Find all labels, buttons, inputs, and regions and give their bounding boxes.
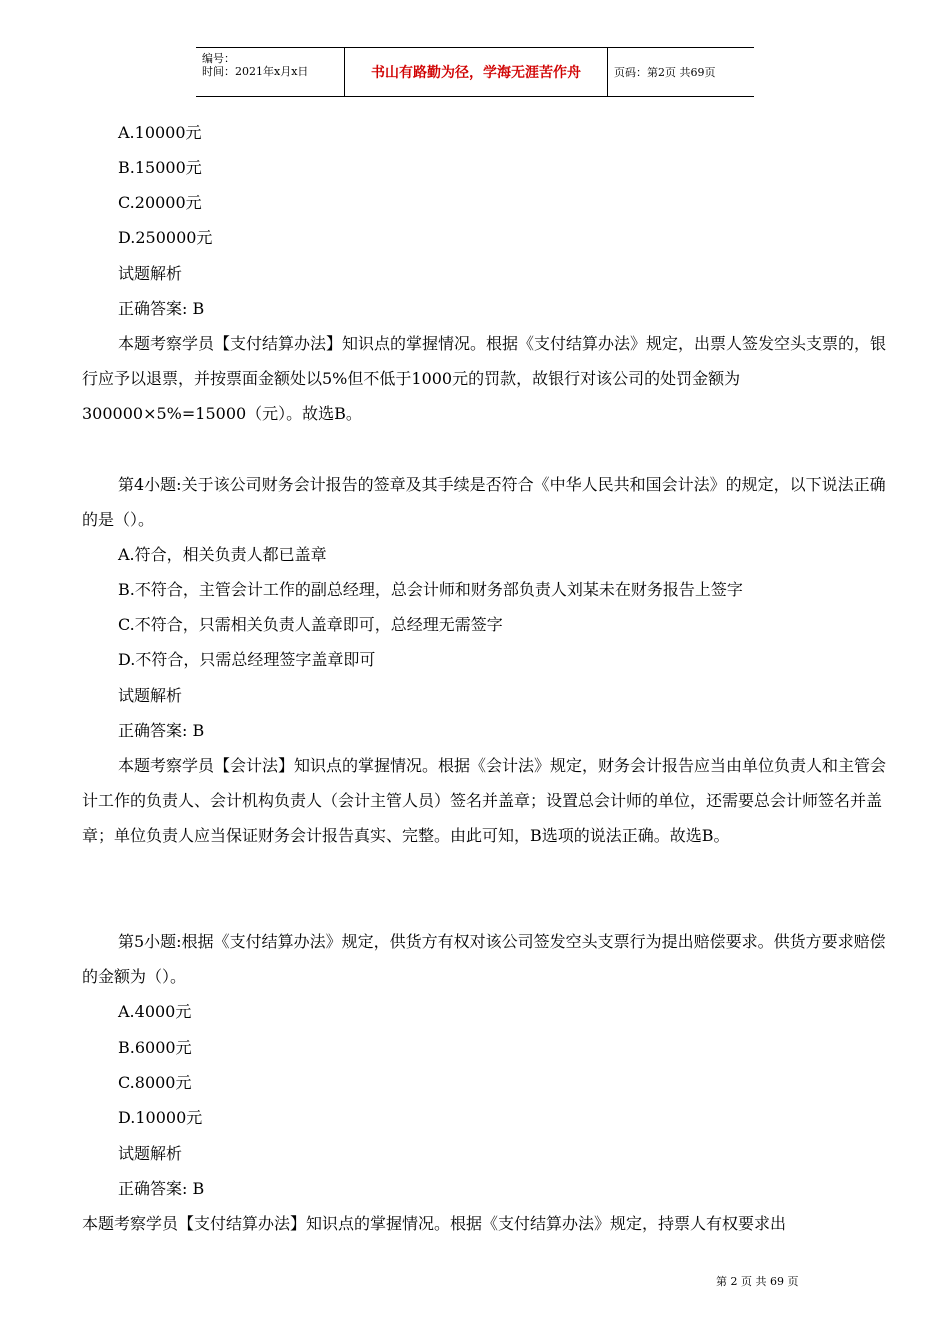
q5-option-d: D.10000元 [118, 1108, 203, 1127]
q5-analysis-title: 试题解析 [118, 1144, 183, 1163]
q4-explanation: 本题考察学员【会计法】知识点的掌握情况。根据《会计法》规定，财务会计报告应当由单位负责人和主管会计工作的负责人、会计机构负责人（会计主管人员）签名并盖章；设置总会计师的单位，还需要总会计师签名并盖章；单位负责人应当保证财务会计报告真实、完整。由此可知，B选项的说法正确。故选B。 [82, 756, 887, 845]
q4-option-c: C.不符合，只需相关负责人盖章即可，总经理无需签字 [118, 615, 503, 634]
header-number-label: 编号： [202, 52, 235, 65]
q5-question: 第5小题:根据《支付结算办法》规定，供货方有权对该公司签发空头支票行为提出赔偿要求。供货方要求赔偿的金额为（）。 [82, 932, 886, 986]
q5-option-b: B.6000元 [118, 1038, 192, 1057]
header-date: 时间：2021年x月x日 [202, 65, 309, 78]
q3-analysis-title: 试题解析 [118, 264, 183, 283]
q3-answer: 正确答案: B [118, 299, 205, 318]
q4-analysis-title: 试题解析 [118, 686, 183, 705]
q3-option-a: A.10000元 [118, 123, 202, 142]
header-motto: 书山有路勤为径，学海无涯苦作舟 [345, 48, 608, 96]
q4-option-b: B.不符合，主管会计工作的副总经理，总会计师和财务部负责人刘某未在财务报告上签字 [118, 580, 743, 599]
q5-option-a: A.4000元 [118, 1002, 192, 1021]
q4-option-a: A.符合，相关负责人都已盖章 [118, 545, 327, 564]
q5-answer: 正确答案: B [118, 1179, 205, 1198]
q3-explanation: 本题考察学员【支付结算办法】知识点的掌握情况。根据《支付结算办法》规定，出票人签发空头支票的，银行应予以退票，并按票面金额处以5%但不低于1000元的罚款，故银行对该公司的处罚金额为300000×5%=15000（元）。故选B。 [82, 334, 887, 423]
q3-option-c: C.20000元 [118, 193, 202, 212]
q5-explanation: 本题考察学员【支付结算办法】知识点的掌握情况。根据《支付结算办法》规定，持票人有权要求出 [82, 1214, 787, 1233]
q4-answer: 正确答案: B [118, 721, 205, 740]
q5-option-c: C.8000元 [118, 1073, 192, 1092]
q3-option-b: B.15000元 [118, 158, 202, 177]
q4-option-d: D.不符合，只需总经理签字盖章即可 [118, 650, 376, 669]
q3-option-d: D.250000元 [118, 228, 213, 247]
page-header [196, 47, 754, 97]
page-footer: 第 2 页 共 69 页 [716, 1275, 799, 1288]
header-page-info: 页码：第2页 共69页 [614, 66, 716, 79]
header-meta [196, 48, 345, 96]
q4-question: 第4小题:关于该公司财务会计报告的签章及其手续是否符合《中华人民共和国会计法》的规定，以下说法正确的是（）。 [82, 475, 886, 529]
